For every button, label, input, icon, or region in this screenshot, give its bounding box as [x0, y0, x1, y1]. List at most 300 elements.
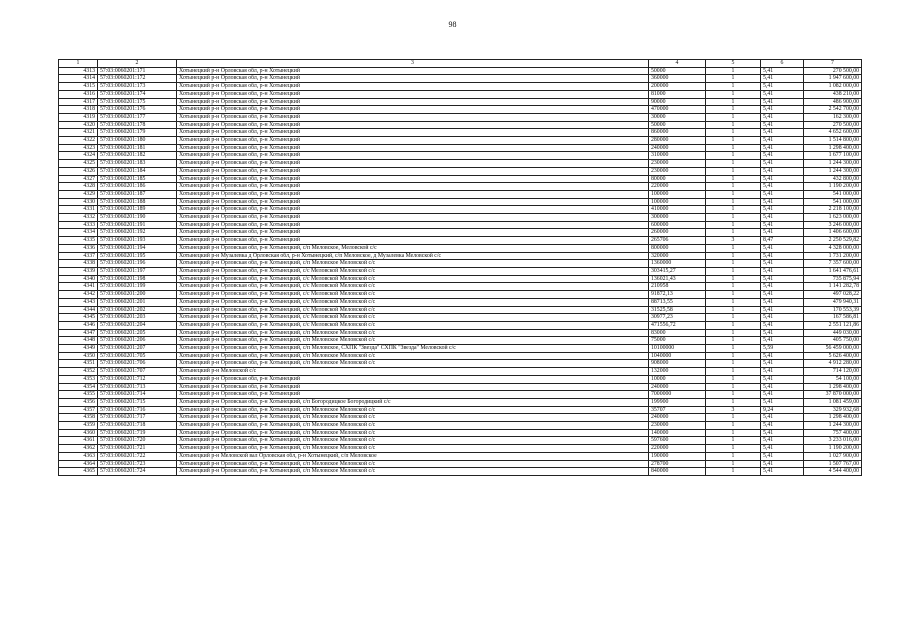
- address-cell: Хотынецкий р-н Орловская обл, р-н Хотынецкий, с/с Меловской Меловской с/с: [177, 275, 649, 283]
- row-number-cell: 4317: [59, 98, 98, 106]
- address-cell: Хотынецкий р-н Орловская обл, р-н Хотынецкий, с/с Меловской Меловской с/с: [177, 291, 649, 299]
- cadastral-number-cell: 57:03:0060201:205: [98, 329, 177, 337]
- cadastral-number-cell: 57:03:0060201:718: [98, 422, 177, 430]
- address-cell: Хотынецкий р-н Орловская обл, р-н Хотынецкий, с/с Меловской Меловской с/с: [177, 298, 649, 306]
- cadastral-number-cell: 57:03:0060201:714: [98, 391, 177, 399]
- table-row: [59, 445, 862, 453]
- address-cell: Хотынецкий р-н Орловская обл, р-н Хотынецкий: [177, 90, 649, 98]
- table-body: [59, 60, 862, 476]
- table-row: [59, 452, 862, 460]
- row-number-cell: 4315: [59, 83, 98, 91]
- address-cell: Хотынецкий р-н Орловская обл, р-н Хотынецкий, с/п Меловское Меловской с/с: [177, 260, 649, 268]
- area-cell: 83000: [649, 329, 706, 337]
- cadastral-number-cell: 57:03:0060201:706: [98, 360, 177, 368]
- column-header: 7: [804, 60, 862, 68]
- category-cell: 1: [706, 383, 761, 391]
- address-cell: Хотынецкий р-н Орловская обл, р-н Хотынецкий, с/с Меловской Меловской с/с: [177, 267, 649, 275]
- area-cell: 410000: [649, 206, 706, 214]
- area-cell: 200000: [649, 83, 706, 91]
- row-number-cell: 4349: [59, 345, 98, 353]
- table-row: [59, 237, 862, 245]
- rate-cell: 5,41: [761, 144, 804, 152]
- address-cell: Хотынецкий р-н Орловская обл, р-н Хотынецкий: [177, 144, 649, 152]
- row-number-cell: 4339: [59, 267, 98, 275]
- cadastral-number-cell: 57:03:0060201:185: [98, 175, 177, 183]
- rate-cell: 5,41: [761, 106, 804, 114]
- address-cell: Хотынецкий р-н Орловская обл, р-н Хотынецкий, с/п Богородицкое Богородицкий с/с: [177, 398, 649, 406]
- category-cell: 1: [706, 129, 761, 137]
- area-cell: 30977,23: [649, 314, 706, 322]
- table-row: [59, 375, 862, 383]
- category-cell: 1: [706, 83, 761, 91]
- area-cell: 31525,58: [649, 306, 706, 314]
- table-row: [59, 144, 862, 152]
- address-cell: Хотынецкий р-н Орловская обл, р-н Хотынецкий: [177, 67, 649, 75]
- cadastral-number-cell: 57:03:0060201:181: [98, 144, 177, 152]
- cadastral-number-cell: 57:03:0060201:174: [98, 90, 177, 98]
- address-cell: Хотынецкий р-н Орловская обл, р-н Хотынецкий, с/п Меловское Меловской с/с: [177, 352, 649, 360]
- area-cell: 303415,27: [649, 267, 706, 275]
- table-row: [59, 252, 862, 260]
- value-cell: 1 141 282,78: [804, 283, 862, 291]
- value-cell: 2 551 121,86: [804, 321, 862, 329]
- value-cell: 4 652 600,00: [804, 129, 862, 137]
- rate-cell: 5,41: [761, 414, 804, 422]
- category-cell: 1: [706, 360, 761, 368]
- column-header: 6: [761, 60, 804, 68]
- category-cell: 1: [706, 314, 761, 322]
- area-cell: 140000: [649, 429, 706, 437]
- rate-cell: 5,41: [761, 329, 804, 337]
- address-cell: Хотынецкий р-н Орловская обл, р-н Хотынецкий: [177, 175, 649, 183]
- rate-cell: 5,41: [761, 83, 804, 91]
- area-cell: 278700: [649, 460, 706, 468]
- area-cell: 230000: [649, 160, 706, 168]
- cadastral-number-cell: 57:03:0060201:182: [98, 152, 177, 160]
- cadastral-number-cell: 57:03:0060201:705: [98, 352, 177, 360]
- value-cell: 757 400,00: [804, 429, 862, 437]
- category-cell: 1: [706, 283, 761, 291]
- row-number-cell: 4320: [59, 121, 98, 129]
- rate-cell: 5,41: [761, 183, 804, 191]
- cadastral-number-cell: 57:03:0060201:712: [98, 375, 177, 383]
- rate-cell: 5,41: [761, 160, 804, 168]
- category-cell: 1: [706, 345, 761, 353]
- address-cell: Хотынецкий р-н Орловская обл, р-н Хотынецкий: [177, 383, 649, 391]
- cadastral-number-cell: 57:03:0060201:722: [98, 452, 177, 460]
- value-cell: 1 623 000,00: [804, 214, 862, 222]
- cadastral-number-cell: 57:03:0060201:184: [98, 167, 177, 175]
- category-cell: 1: [706, 113, 761, 121]
- address-cell: Хотынецкий р-н Орловская обл, р-н Хотынецкий: [177, 83, 649, 91]
- rate-cell: 5,41: [761, 460, 804, 468]
- rate-cell: 5,41: [761, 422, 804, 430]
- rate-cell: 5,41: [761, 121, 804, 129]
- cadastral-number-cell: 57:03:0060201:203: [98, 314, 177, 322]
- address-cell: Хотынецкий р-н Орловская обл, р-н Хотынецкий, с/п Меловское Меловской с/с: [177, 460, 649, 468]
- category-cell: 1: [706, 391, 761, 399]
- address-cell: Хотынецкий р-н Орловская обл, р-н Хотынецкий, с/с Меловской Меловской с/с: [177, 306, 649, 314]
- row-number-cell: 4355: [59, 391, 98, 399]
- address-cell: Хотынецкий р-н Орловская обл, р-н Хотынецкий, с/п Меловское Меловской с/с: [177, 429, 649, 437]
- category-cell: 1: [706, 221, 761, 229]
- category-cell: 1: [706, 460, 761, 468]
- value-cell: 1 082 000,00: [804, 83, 862, 91]
- value-cell: 3 233 016,00: [804, 437, 862, 445]
- row-number-cell: 4332: [59, 214, 98, 222]
- category-cell: 1: [706, 90, 761, 98]
- address-cell: Хотынецкий р-н Меловской с/с: [177, 368, 649, 376]
- table-row: [59, 391, 862, 399]
- row-number-cell: 4333: [59, 221, 98, 229]
- value-cell: 2 218 100,00: [804, 206, 862, 214]
- rate-cell: 5,41: [761, 198, 804, 206]
- value-cell: 541 000,00: [804, 198, 862, 206]
- address-cell: Хотынецкий р-н Орловская обл, р-н Хотынецкий, с/п Меловское Меловской с/с: [177, 437, 649, 445]
- rate-cell: 5,41: [761, 306, 804, 314]
- row-number-cell: 4330: [59, 198, 98, 206]
- rate-cell: 5,59: [761, 345, 804, 353]
- area-cell: 90000: [649, 98, 706, 106]
- cadastral-number-cell: 57:03:0060201:172: [98, 75, 177, 83]
- table-row: [59, 283, 862, 291]
- row-number-cell: 4341: [59, 283, 98, 291]
- address-cell: Хотынецкий р-н Орловская обл, р-н Хотынецкий: [177, 237, 649, 245]
- area-cell: 240000: [649, 144, 706, 152]
- table-row: [59, 260, 862, 268]
- row-number-cell: 4334: [59, 229, 98, 237]
- table-row: [59, 468, 862, 476]
- rate-cell: 5,41: [761, 67, 804, 75]
- rate-cell: 5,41: [761, 113, 804, 121]
- value-cell: 479 940,31: [804, 298, 862, 306]
- cadastral-number-cell: 57:03:0060201:176: [98, 106, 177, 114]
- category-cell: 1: [706, 368, 761, 376]
- cadastral-number-cell: 57:03:0060201:202: [98, 306, 177, 314]
- rate-cell: 5,41: [761, 352, 804, 360]
- category-cell: 1: [706, 144, 761, 152]
- rate-cell: 5,41: [761, 214, 804, 222]
- area-cell: 199900: [649, 398, 706, 406]
- column-header: 5: [706, 60, 761, 68]
- value-cell: 5 626 400,00: [804, 352, 862, 360]
- rate-cell: 5,41: [761, 229, 804, 237]
- area-cell: 75000: [649, 337, 706, 345]
- value-cell: 1 298 400,00: [804, 414, 862, 422]
- area-cell: 50000: [649, 67, 706, 75]
- row-number-cell: 4360: [59, 429, 98, 437]
- column-header: 1: [59, 60, 98, 68]
- category-cell: 1: [706, 160, 761, 168]
- value-cell: 167 586,81: [804, 314, 862, 322]
- value-cell: 497 028,22: [804, 291, 862, 299]
- rate-cell: 5,41: [761, 252, 804, 260]
- rate-cell: 5,41: [761, 175, 804, 183]
- category-cell: 1: [706, 67, 761, 75]
- row-number-cell: 4327: [59, 175, 98, 183]
- value-cell: 1 731 200,00: [804, 252, 862, 260]
- cadastral-number-cell: 57:03:0060201:171: [98, 67, 177, 75]
- row-number-cell: 4338: [59, 260, 98, 268]
- address-cell: Хотынецкий р-н Орловская обл, р-н Хотынецкий, с/п Меловское Меловской с/с: [177, 337, 649, 345]
- area-cell: 136021,43: [649, 275, 706, 283]
- category-cell: 1: [706, 190, 761, 198]
- category-cell: 1: [706, 252, 761, 260]
- rate-cell: 5,41: [761, 360, 804, 368]
- area-cell: 10000: [649, 375, 706, 383]
- table-row: [59, 368, 862, 376]
- rate-cell: 5,41: [761, 129, 804, 137]
- category-cell: 1: [706, 275, 761, 283]
- address-cell: Хотынецкий р-н Орловская обл, р-н Хотынецкий: [177, 121, 649, 129]
- table-row: [59, 67, 862, 75]
- value-cell: 37 870 000,00: [804, 391, 862, 399]
- area-cell: 360000: [649, 75, 706, 83]
- cadastral-number-cell: 57:03:0060201:204: [98, 321, 177, 329]
- row-number-cell: 4353: [59, 375, 98, 383]
- area-cell: 320000: [649, 252, 706, 260]
- cadastral-number-cell: 57:03:0060201:187: [98, 190, 177, 198]
- value-cell: 1 190 200,00: [804, 183, 862, 191]
- cadastral-number-cell: 57:03:0060201:724: [98, 468, 177, 476]
- cadastral-number-cell: 57:03:0060201:193: [98, 237, 177, 245]
- value-cell: 735 875,94: [804, 275, 862, 283]
- rate-cell: 5,41: [761, 260, 804, 268]
- rate-cell: 5,41: [761, 337, 804, 345]
- rate-cell: 8,47: [761, 237, 804, 245]
- category-cell: 1: [706, 437, 761, 445]
- row-number-cell: 4344: [59, 306, 98, 314]
- area-cell: 88713,55: [649, 298, 706, 306]
- category-cell: 1: [706, 306, 761, 314]
- value-cell: 1 507 767,00: [804, 460, 862, 468]
- table-row: [59, 429, 862, 437]
- rate-cell: 5,41: [761, 90, 804, 98]
- address-cell: Хотынецкий р-н Орловская обл, р-н Хотынецкий, с/п Меловское Меловской с/с: [177, 422, 649, 430]
- column-header: 2: [98, 60, 177, 68]
- address-cell: Хотынецкий р-н Орловская обл, р-н Хотынецкий: [177, 129, 649, 137]
- table-row: [59, 190, 862, 198]
- address-cell: Хотынецкий р-н Музалевка д Орловская обл, р-н Хотынецкий, с/п Меловское, д Музалевка Меловской с/с: [177, 252, 649, 260]
- rate-cell: 5,41: [761, 275, 804, 283]
- rate-cell: 5,41: [761, 429, 804, 437]
- table-row: [59, 90, 862, 98]
- table-row: [59, 129, 862, 137]
- category-cell: 3: [706, 237, 761, 245]
- row-number-cell: 4357: [59, 406, 98, 414]
- table-row: [59, 175, 862, 183]
- table-row: [59, 106, 862, 114]
- address-cell: Хотынецкий р-н Орловская обл, р-н Хотынецкий, с/п Меловское, Меловской с/с: [177, 244, 649, 252]
- cadastral-number-cell: 57:03:0060201:175: [98, 98, 177, 106]
- address-cell: Хотынецкий р-н Орловская обл, р-н Хотынецкий: [177, 106, 649, 114]
- address-cell: Хотынецкий р-н Орловская обл, р-н Хотынецкий: [177, 214, 649, 222]
- row-number-cell: 4350: [59, 352, 98, 360]
- category-cell: 1: [706, 429, 761, 437]
- table-row: [59, 244, 862, 252]
- table-row: [59, 414, 862, 422]
- cadastral-number-cell: 57:03:0060201:207: [98, 345, 177, 353]
- row-number-cell: 4324: [59, 152, 98, 160]
- table-row: [59, 267, 862, 275]
- row-number-cell: 4313: [59, 67, 98, 75]
- cadastral-number-cell: 57:03:0060201:194: [98, 244, 177, 252]
- rate-cell: 5,41: [761, 391, 804, 399]
- area-cell: 908000: [649, 360, 706, 368]
- cadastral-number-cell: 57:03:0060201:195: [98, 252, 177, 260]
- row-number-cell: 4343: [59, 298, 98, 306]
- table-row: [59, 75, 862, 83]
- cadastral-number-cell: 57:03:0060201:723: [98, 460, 177, 468]
- address-cell: Хотынецкий р-н Орловская обл, р-н Хотынецкий: [177, 190, 649, 198]
- area-cell: 860000: [649, 129, 706, 137]
- table-row: [59, 314, 862, 322]
- row-number-cell: 4352: [59, 368, 98, 376]
- row-number-cell: 4342: [59, 291, 98, 299]
- rate-cell: 5,41: [761, 368, 804, 376]
- area-cell: 220000: [649, 183, 706, 191]
- area-cell: 840000: [649, 468, 706, 476]
- address-cell: Хотынецкий р-н Орловская обл, р-н Хотынецкий: [177, 113, 649, 121]
- cadastral-number-cell: 57:03:0060201:192: [98, 229, 177, 237]
- category-cell: 1: [706, 468, 761, 476]
- category-cell: 1: [706, 121, 761, 129]
- row-number-cell: 4337: [59, 252, 98, 260]
- area-cell: 240000: [649, 383, 706, 391]
- row-number-cell: 4326: [59, 167, 98, 175]
- category-cell: 1: [706, 398, 761, 406]
- value-cell: 1 027 900,00: [804, 452, 862, 460]
- area-cell: 310000: [649, 152, 706, 160]
- rate-cell: 5,41: [761, 291, 804, 299]
- column-header: 3: [177, 60, 649, 68]
- row-number-cell: 4316: [59, 90, 98, 98]
- cadastral-number-cell: 57:03:0060201:190: [98, 214, 177, 222]
- address-cell: Хотынецкий р-н Орловская обл, р-н Хотынецкий, с/п Меловское Меловской с/с: [177, 468, 649, 476]
- table-row: [59, 83, 862, 91]
- cadastral-number-cell: 57:03:0060201:707: [98, 368, 177, 376]
- table-row: [59, 345, 862, 353]
- rate-cell: 5,41: [761, 206, 804, 214]
- category-cell: 1: [706, 206, 761, 214]
- cadastral-number-cell: 57:03:0060201:188: [98, 198, 177, 206]
- area-cell: 35707: [649, 406, 706, 414]
- area-cell: 132000: [649, 368, 706, 376]
- area-cell: 800000: [649, 244, 706, 252]
- category-cell: 1: [706, 75, 761, 83]
- land-registry-table: [58, 59, 862, 476]
- table-row: [59, 383, 862, 391]
- table-row: [59, 398, 862, 406]
- column-header: 4: [649, 60, 706, 68]
- area-cell: 91872,13: [649, 291, 706, 299]
- row-number-cell: 4346: [59, 321, 98, 329]
- table-row: [59, 422, 862, 430]
- rate-cell: 5,41: [761, 445, 804, 453]
- row-number-cell: 4347: [59, 329, 98, 337]
- value-cell: 4 912 280,00: [804, 360, 862, 368]
- value-cell: 170 553,39: [804, 306, 862, 314]
- value-cell: 1 947 600,00: [804, 75, 862, 83]
- value-cell: 714 120,00: [804, 368, 862, 376]
- row-number-cell: 4319: [59, 113, 98, 121]
- table-row: [59, 360, 862, 368]
- cadastral-number-cell: 57:03:0060201:720: [98, 437, 177, 445]
- area-cell: 7000000: [649, 391, 706, 399]
- cadastral-number-cell: 57:03:0060201:199: [98, 283, 177, 291]
- row-number-cell: 4321: [59, 129, 98, 137]
- area-cell: 10100000: [649, 345, 706, 353]
- value-cell: 1 514 800,00: [804, 137, 862, 145]
- rate-cell: 5,41: [761, 437, 804, 445]
- address-cell: Хотынецкий р-н Орловская обл, р-н Хотынецкий, с/п Меловское Меловской с/с: [177, 414, 649, 422]
- table-header-row: [59, 60, 862, 68]
- table-row: [59, 183, 862, 191]
- table-row: [59, 229, 862, 237]
- table-row: [59, 460, 862, 468]
- cadastral-number-cell: 57:03:0060201:186: [98, 183, 177, 191]
- category-cell: 1: [706, 337, 761, 345]
- cadastral-number-cell: 57:03:0060201:716: [98, 406, 177, 414]
- value-cell: 56 459 000,00: [804, 345, 862, 353]
- rate-cell: 5,41: [761, 167, 804, 175]
- value-cell: 486 900,00: [804, 98, 862, 106]
- row-number-cell: 4351: [59, 360, 98, 368]
- area-cell: 597600: [649, 437, 706, 445]
- address-cell: Хотынецкий р-н Орловская обл, р-н Хотынецкий, с/п Меловское Меловской с/с: [177, 329, 649, 337]
- address-cell: Хотынецкий р-н Орловская обл, р-н Хотынецкий: [177, 98, 649, 106]
- row-number-cell: 4345: [59, 314, 98, 322]
- table-row: [59, 306, 862, 314]
- address-cell: Хотынецкий р-н Орловская обл, р-н Хотынецкий: [177, 167, 649, 175]
- row-number-cell: 4318: [59, 106, 98, 114]
- table-row: [59, 113, 862, 121]
- value-cell: 1 244 300,00: [804, 422, 862, 430]
- address-cell: Хотынецкий р-н Орловская обл, р-н Хотынецкий, с/п Меловское Меловской с/с: [177, 360, 649, 368]
- row-number-cell: 4364: [59, 460, 98, 468]
- value-cell: 1 641 476,61: [804, 267, 862, 275]
- table-row: [59, 167, 862, 175]
- address-cell: Хотынецкий р-н Орловская обл, р-н Хотынецкий, с/с Меловской Меловской с/с: [177, 283, 649, 291]
- category-cell: 1: [706, 137, 761, 145]
- area-cell: 100000: [649, 198, 706, 206]
- area-cell: 1040000: [649, 352, 706, 360]
- row-number-cell: 4340: [59, 275, 98, 283]
- value-cell: 270 500,00: [804, 121, 862, 129]
- category-cell: 1: [706, 244, 761, 252]
- category-cell: 1: [706, 260, 761, 268]
- address-cell: Хотынецкий р-н Орловская обл, р-н Хотынецкий: [177, 375, 649, 383]
- table-row: [59, 160, 862, 168]
- value-cell: 432 800,00: [804, 175, 862, 183]
- table-row: [59, 337, 862, 345]
- rate-cell: 5,41: [761, 375, 804, 383]
- rate-cell: 5,41: [761, 383, 804, 391]
- area-cell: 210958: [649, 283, 706, 291]
- value-cell: 438 210,00: [804, 90, 862, 98]
- row-number-cell: 4361: [59, 437, 98, 445]
- row-number-cell: 4331: [59, 206, 98, 214]
- category-cell: 1: [706, 445, 761, 453]
- value-cell: 1 298 400,00: [804, 144, 862, 152]
- rate-cell: 5,41: [761, 314, 804, 322]
- category-cell: 1: [706, 352, 761, 360]
- cadastral-number-cell: 57:03:0060201:200: [98, 291, 177, 299]
- category-cell: 1: [706, 267, 761, 275]
- address-cell: Хотынецкий р-н Орловская обл, р-н Хотынецкий: [177, 75, 649, 83]
- table-row: [59, 221, 862, 229]
- cadastral-number-cell: 57:03:0060201:198: [98, 275, 177, 283]
